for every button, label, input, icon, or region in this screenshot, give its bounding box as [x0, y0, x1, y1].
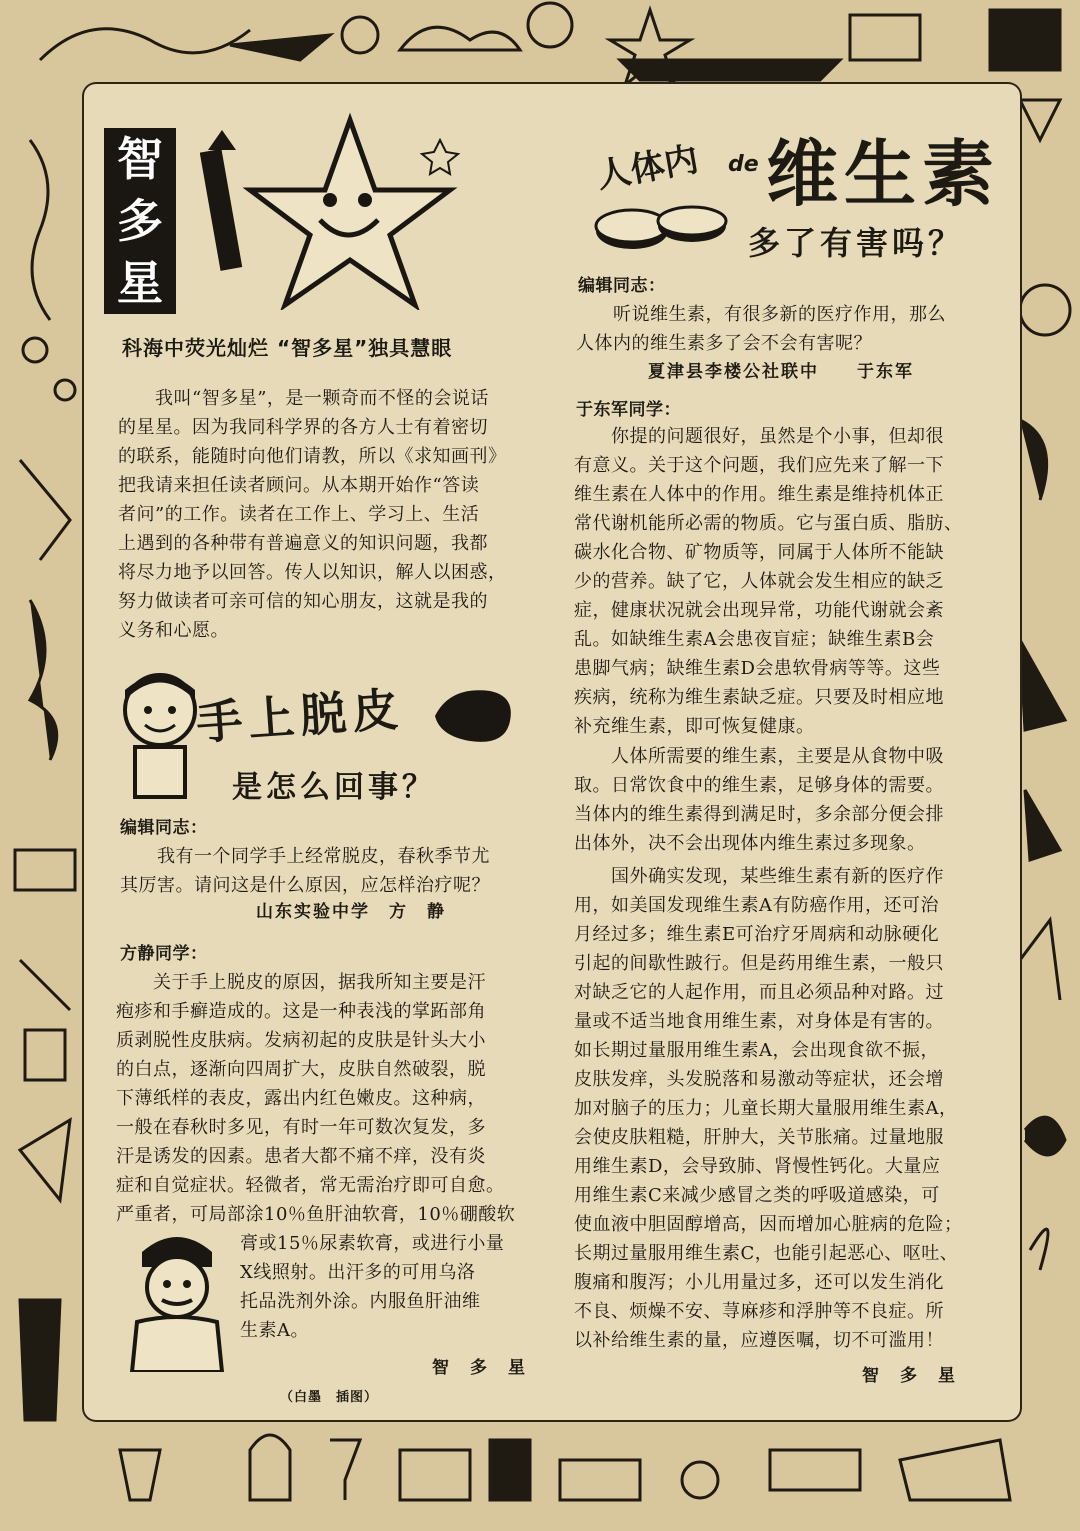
- pencil-icon: [1020, 920, 1060, 1000]
- vitamin-title-de: de: [728, 152, 759, 177]
- sewing-machine-icon: [560, 1460, 640, 1500]
- fish-icon: [1025, 1117, 1065, 1155]
- left-signature: 智 多 星: [432, 1358, 527, 1378]
- left-reply-greeting: 方静同学：: [120, 944, 208, 964]
- right-letter-greeting: 编辑同志：: [578, 276, 666, 296]
- cloud-icon: [400, 27, 520, 50]
- globe-icon: [1020, 285, 1070, 335]
- fruit-icon: [682, 1462, 718, 1498]
- column-title-char-1: 智: [104, 128, 176, 190]
- triangle-ruler-icon: [20, 1120, 70, 1200]
- left-letter-greeting: 编辑同志：: [120, 818, 208, 838]
- lamp-icon: [1020, 100, 1060, 140]
- right-letter-sender: 夏津县李楼公社联中 于东军: [648, 362, 914, 382]
- right-reply-paragraph-2: 人体所需要的维生素，主要是从食物中吸 取。日常饮食中的维生素，足够身体的需要。 当体内的维生素得到满足时，多余部分便会排 出体外，决不会出现体内维生素过多现象。: [574, 746, 944, 854]
- left-vine-icon: [30, 140, 50, 320]
- hand-peeling-subtitle: 是怎么回事？: [232, 770, 436, 805]
- sail-icon: [1020, 640, 1065, 730]
- vitamin-title-subtitle: 多了有害吗？: [748, 224, 965, 262]
- top-rocket-trail: [40, 29, 250, 60]
- right-reply-paragraph-1: 你提的问题很好，虽然是个小事，但却很 有意义。关于这个问题，我们应先来了解一下 维生素在人体中的作用。维生素是维持机体正 常代谢机能所必需的物质。它与蛋白质、脂肪、 碳水化合物、矿物质等，同属于人体所不能缺 少的营养。缺了它，人体就会发生相应的缺乏 症，健康状况就会出现异常，功能代谢就会紊 乱。如缺维生素A会患夜盲症；缺维生素B会 患脚气病；缺维生素D会患软骨病等等。这些 疾病，统称为维生素缺乏症。只要及时相应地 补充维生素，即可恢复健康。: [574, 426, 963, 737]
- ship-icon: [620, 60, 840, 80]
- satellite-icon: [342, 17, 378, 53]
- illustration-credit: （白墨 插图）: [280, 1390, 379, 1405]
- basket-icon: [400, 1450, 470, 1500]
- right-signature: 智 多 星: [862, 1366, 957, 1386]
- book-stack-icon: [900, 1440, 1010, 1500]
- mascot-face-icon: [528, 3, 572, 47]
- column-title-char-2: 多: [104, 190, 176, 252]
- numeral-two-icon: [1030, 1229, 1048, 1270]
- truck-icon: [770, 1450, 860, 1490]
- coffee-pot-icon: [120, 1450, 160, 1500]
- vitamin-title-main: 维生素: [766, 132, 1001, 216]
- molecule-icon: [23, 338, 47, 362]
- left-reply-body-tail: 膏或15％尿素软膏，或进行小量 X线照射。出汗多的可用乌洛 托品洗剂外涂。内服鱼肝油维 生素A。: [240, 1233, 505, 1341]
- building-icon: [20, 1300, 60, 1420]
- pills-icon: [592, 196, 742, 256]
- hand-icon: [430, 676, 520, 756]
- vitamin-title-prefix: 人体内: [593, 139, 702, 197]
- microscope-icon: [20, 460, 70, 560]
- right-reply-paragraph-3: 国外确实发现，某些维生素有新的医疗作 用，如美国发现维生素A有防癌作用，还可治 月经过多；维生素E可治疗牙周病和动脉硬化 引起的间歇性跛行。但是药用维生素，一般只 对缺乏它的人起作用，而且必须品种对路。过 量或不适当地食用维生素，对身体是有害的。 如长期过量服用维生素A，会出现食欲不振， 皮肤发痒，头发脱落和易激动等症状，还会增 加对脑子的压力；儿童长期大量服用维生素A， 会使皮肤粗糙，肝肿大，关节胀痛。过量地服 用维生素D，会导致肺、肾慢性钙化。大量应 用维生素C来减少感冒之类的呼吸道感染，可 使血液中胆固醇增高，因而增加心脏病的危险； 长期过量服用维生素C，也能引起恶心、呕吐、 腹痛和腹泻；小儿用量过多，还可以发生消化 不良、烦燥不安、荨麻疹和浮肿等不良症。所 以补给维生素的量，应遵医嘱，切不可滥用！: [574, 866, 963, 1351]
- intro-paragraph: 我叫“智多星”，是一颗奇而不怪的会说话 的星星。因为我同科学界的各方人士有着密切 的联系，能随时向他们请教，所以《求知画刊》 把我请来担任读者顾问。从本期开始作“答读 者问”的工作。读者在工作上、学习上、生活 上遇到的各种带有普遍意义的知识问题，我都 将尽力地予以回答。传人以知识，解人以困惑， 努力做读者可亲可信的知心朋友，这就是我的 义务和心愿。: [118, 388, 507, 641]
- airplane-icon: [230, 35, 330, 60]
- cartoon-boy-illustration: [110, 665, 210, 805]
- column-title-char-3: 星: [104, 252, 176, 314]
- rocket-grid-icon: [990, 10, 1060, 70]
- column-tagline: 科海中荧光灿烂 “智多星”独具慧眼: [122, 336, 453, 360]
- left-reply-body: 关于手上脱皮的原因，据我所知主要是汗 疱疹和手癣造成的。这是一种表浅的掌跖部角 质剥脱性皮肤病。发病初起的皮肤是针头大小 的白点，逐渐向四周扩大，皮肤自然破裂，脱 下薄纸样的表皮，露出内红色嫩皮。这种病， 一般在春秋时多见，有时一年可数次复发，多 汗是诱发的因素。患者大都不痛不痒，没有炎 症和自觉症状。轻微者，常无需治疗即可自愈。 严重者，可局部涂10％鱼肝油软膏，10％硼酸软: [116, 972, 516, 1225]
- television-icon: [850, 15, 920, 60]
- wine-glass-icon: [330, 1440, 360, 1500]
- left-letter-body: 我有一个同学手上经常脱皮，春秋季节尤 其厉害。请问这是什么原因，应怎样治疗呢？: [120, 846, 490, 896]
- right-reply-greeting: 于东军同学：: [576, 400, 681, 420]
- left-letter-sender: 山东实验中学 方 静: [256, 902, 446, 922]
- smiling-star-mascot-illustration: [200, 110, 480, 310]
- hand-peeling-title: 手上脱皮: [194, 681, 406, 751]
- doctor-cartoon-illustration: [112, 1222, 242, 1372]
- kettle-icon: [250, 1435, 290, 1500]
- oscilloscope-icon: [15, 850, 75, 890]
- right-letter-body: 听说维生素，有很多新的医疗作用，那么 人体内的维生素多了会不会有害呢？: [576, 304, 946, 354]
- test-tube-icon: [20, 960, 70, 1010]
